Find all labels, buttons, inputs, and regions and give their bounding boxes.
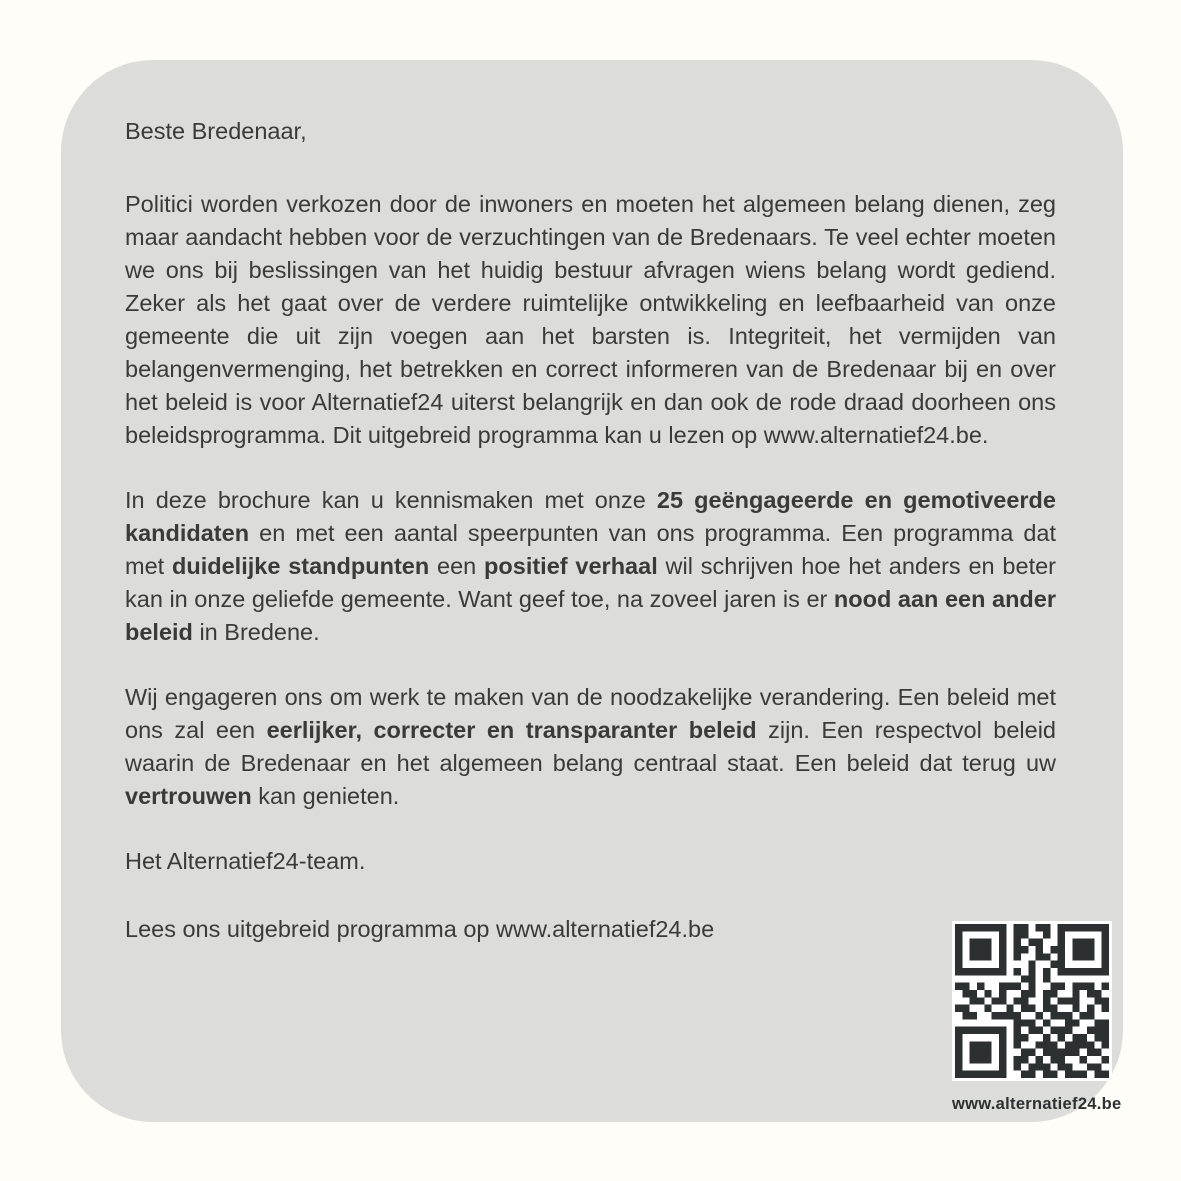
body-text: Wij engageren ons om werk te maken van de noodzakelijke verandering. Een beleid met ons zal een (125, 684, 1056, 743)
body-text: Politici worden verkozen door de inwoners en moeten het algemeen belang dienen, zeg maar aandacht hebben voor de verzuchtingen van de Bredenaars. Te veel echter moeten we ons bij beslissingen van het huidig bestuur afvragen wiens belang wordt gediend. Zeker als het gaat over de verdere ruimtelijke ontwikkeling en leefbaarheid van onze gemeente die uit zijn voegen aan het barsten is. Integriteit, het vermijden van belangenvermenging, het betrekken en correct informeren van de Bredenaar bij en over het beleid is voor Alternatief24 uiterst belangrijk en dan ook de rode draad doorheen ons beleidsprogramma. Dit uitgebreid programma kan u lezen op www.alternatief24.be. (125, 191, 1056, 448)
body-text: In deze brochure kan u kennismaken met onze (125, 487, 657, 513)
paragraph-engagement (125, 681, 1056, 813)
body-text: kan genieten. (251, 783, 400, 809)
closing-line: Lees ons uitgebreid programma op www.alternatief24.be (125, 916, 715, 942)
qr-code-icon (952, 921, 1112, 1081)
body-text: een (429, 553, 485, 579)
paragraph-intro (125, 188, 1056, 452)
paragraph-brochure (125, 484, 1056, 649)
bold-text: eerlijker, correcter en transparanter beleid (266, 717, 757, 743)
bold-text: nood aan een ander beleid (125, 586, 1056, 645)
bold-text: positief verhaal (484, 553, 658, 579)
letter-content (125, 115, 1122, 1113)
greeting: Beste Bredenaar, (125, 118, 307, 144)
body-text: wil schrijven hoe het anders en beter kan in onze geliefde gemeente. Want geef toe, na zoveel jaren is er (125, 553, 1056, 612)
letter-card (61, 60, 1123, 1122)
signoff: Het Alternatief24-team. (125, 848, 366, 874)
qr-caption: www.alternatief24.be (952, 1095, 1122, 1113)
bold-text: 25 geëngageerde en gemotiveerde kandidaten (125, 487, 1056, 546)
qr-block (952, 921, 1122, 1114)
body-text: in Bredene. (192, 619, 320, 645)
bold-text: vertrouwen (125, 783, 252, 809)
body-text: en met een aantal speerpunten van ons programma. Een programma dat met (125, 520, 1056, 579)
bold-text: duidelijke standpunten (172, 553, 430, 579)
qr-code-svg (955, 924, 1109, 1078)
body-text: zijn. Een respectvol beleid waarin de Bredenaar en het algemeen belang centraal staat. Een beleid dat terug uw (125, 717, 1056, 776)
